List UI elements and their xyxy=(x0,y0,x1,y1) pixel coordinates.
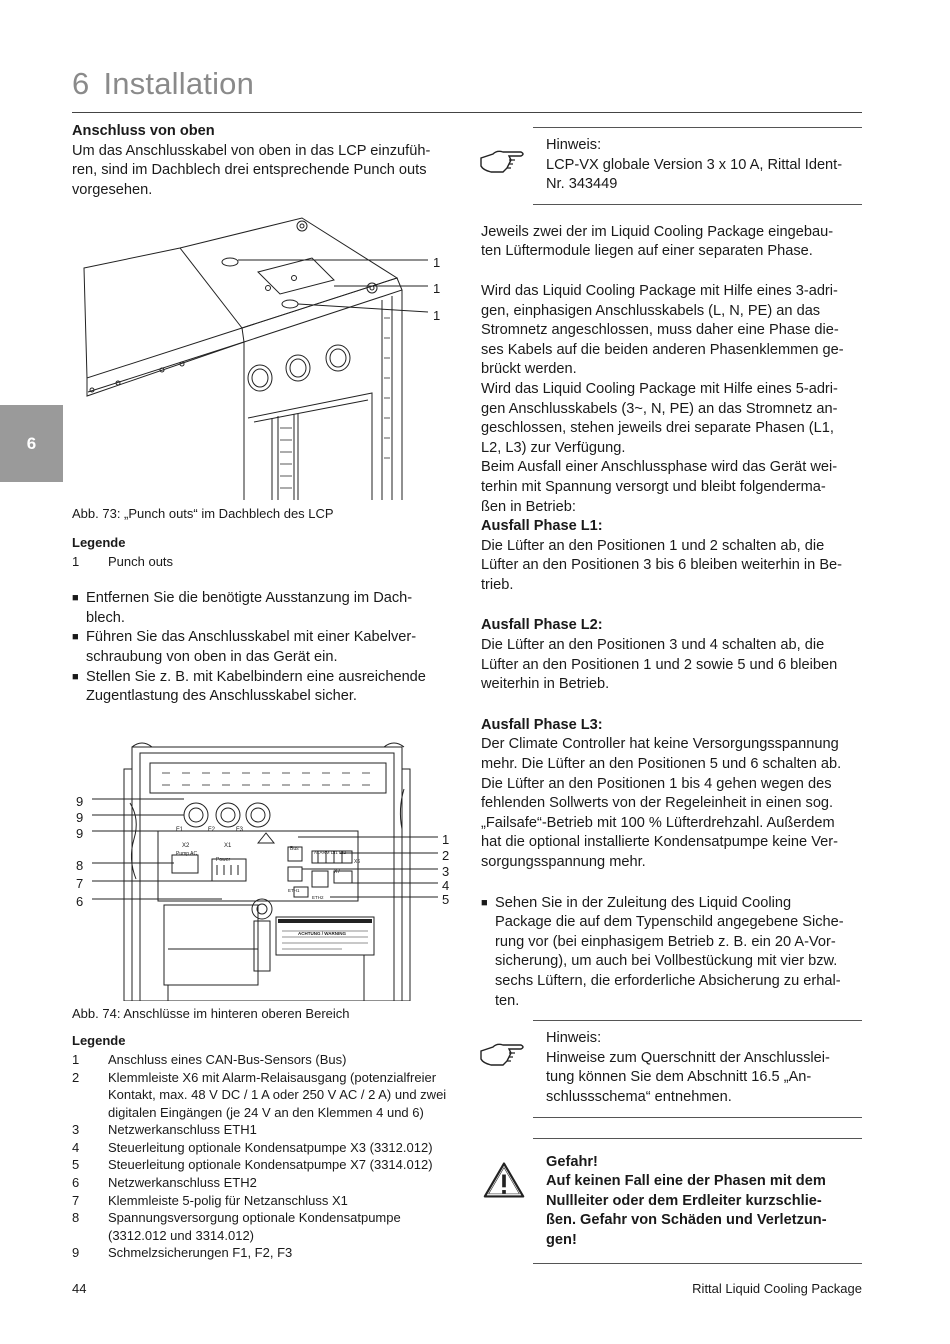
bullet-line: Führen Sie das Anschlusskabel mit einer Kabelver- xyxy=(86,629,417,646)
footer-product: Rittal Liquid Cooling Package xyxy=(692,1281,862,1296)
hint-text-line: Nr. 343449 xyxy=(546,176,618,193)
callout-73-1: 1 xyxy=(433,255,441,271)
intro-line: ren, sind im Dachblech drei entsprechende Punch outs xyxy=(72,162,427,179)
legend-74-item xyxy=(72,1051,457,1069)
danger-text-line: gen! xyxy=(546,1231,577,1248)
text-line: Der Climate Controller hat keine Versorgungsspannung xyxy=(481,736,839,753)
pointing-hand-icon xyxy=(479,1039,525,1069)
figure-74-drawing xyxy=(72,739,457,1001)
fuse-label-f1: F1 xyxy=(176,826,184,833)
callout-74-left-2: 9 xyxy=(76,809,84,825)
text-line: Die Lüfter an den Positionen 1 und 2 schalten ab, die xyxy=(481,537,825,554)
hint-label: Hinweis: xyxy=(546,137,602,153)
legend-text: Schmelzsicherungen F1, F2, F3 xyxy=(108,1245,293,1261)
hint-text-line: Hinweise zum Querschnitt der Anschlusslei- xyxy=(546,1049,830,1066)
chapter-name: Installation xyxy=(103,66,255,101)
legend-text: Netzwerkanschluss ETH1 xyxy=(108,1122,257,1138)
bullet-item xyxy=(481,894,862,1012)
label-x7: X7 xyxy=(334,868,341,875)
title-rule xyxy=(72,112,862,113)
text-line: Lüfter an den Positionen 3 bis 6 bleiben weiterhin in Be- xyxy=(481,557,843,574)
callout-74-left-3: 9 xyxy=(76,825,84,841)
danger-text-line: ßen. Gefahr von Schäden und Verletzun- xyxy=(546,1212,827,1229)
callout-74-right-1: 1 xyxy=(442,831,450,847)
phase-l3-text xyxy=(481,735,862,872)
legend-74-title: Legende xyxy=(72,1033,126,1049)
text-line: gen Anschlusskabels (3~, N, PE) an das Stromnetz an- xyxy=(481,400,838,417)
legend-number: 2 xyxy=(72,1069,80,1085)
text-line: sorgungsspannung mehr. xyxy=(481,854,646,870)
chapter-title xyxy=(72,66,254,102)
text-line: L2, L3) zur Verfügung. xyxy=(481,439,626,456)
text-line: hat die optional installierte Kondensatpumpe keine Ver- xyxy=(481,834,838,851)
label-bus: Bus xyxy=(290,845,299,852)
pointing-hand-icon xyxy=(479,146,525,176)
legend-74-item xyxy=(72,1156,457,1174)
callout-74-left-5: 7 xyxy=(76,875,84,891)
bullet-line: schraubung von oben in das Gerät ein. xyxy=(86,648,338,665)
legend-number: 7 xyxy=(72,1192,80,1208)
figure-74-caption: Abb. 74: Anschlüsse im hinteren oberen Bereich xyxy=(72,1005,350,1021)
danger-text-line: Nullleiter oder dem Erdleiter kurzschlie- xyxy=(546,1192,822,1209)
legend-74-item xyxy=(72,1139,457,1157)
text-line: gen, einphasigen Anschlusskabels (L, N, PE) an das xyxy=(481,302,821,319)
text-line: ses Kabels auf die beiden anderen Phasenklemmen ge- xyxy=(481,341,844,358)
text-line: ßen in Betrieb: xyxy=(481,498,576,515)
text-line: mehr. Die Lüfter an den Positionen 5 und 6 schalten ab. xyxy=(481,756,842,773)
legend-73-title: Legende xyxy=(72,534,126,550)
bullet-square-icon: ■ xyxy=(72,670,79,683)
page-number: 44 xyxy=(72,1281,87,1296)
phase-l1-heading: Ausfall Phase L1: xyxy=(481,518,603,535)
text-line: Die Lüfter an den Positionen 1 bis 4 gehen wegen des xyxy=(481,775,832,792)
legend-text: Steuerleitung optionale Kondensatpumpe X7 (3314.012) xyxy=(108,1157,433,1173)
legend-74-item xyxy=(72,1174,457,1192)
bullet-square-icon: ■ xyxy=(481,896,488,909)
intro-line: Um das Anschlusskabel von oben in das LCP einzufüh- xyxy=(72,142,431,159)
bullet-line: blech. xyxy=(86,609,125,626)
chapter-side-tab[interactable]: 6 xyxy=(0,405,63,482)
bullet-item xyxy=(72,628,457,667)
bullet-square-icon: ■ xyxy=(72,631,79,644)
paragraph xyxy=(481,380,862,458)
phase-l3-heading: Ausfall Phase L3: xyxy=(481,716,603,733)
paragraph xyxy=(481,458,862,517)
intro-paragraph xyxy=(72,142,457,201)
hint-text-line: schlussschema“ entnehmen. xyxy=(546,1088,732,1105)
callout-74-left-4: 8 xyxy=(76,857,84,873)
text-line: brückt werden. xyxy=(481,361,577,378)
hint-text-line: tung können Sie dem Abschnitt 16.5 „An- xyxy=(546,1069,812,1086)
legend-74-item xyxy=(72,1209,457,1244)
chapter-number: 6 xyxy=(72,66,90,101)
label-eth1: ETH1 xyxy=(288,887,300,893)
legend-text: Klemmleiste X6 mit Alarm-Relaisausgang (potenzialfreier Kontakt, max. 48 V DC / 1 A oder 250 V AC / 2 A) und zwei digitalen Eingängen (je 24 V an den Klemmen 4 und 6) xyxy=(108,1069,447,1120)
legend-73-item xyxy=(72,553,457,571)
text-line: Die Lüfter an den Positionen 3 und 4 schalten ab, die xyxy=(481,637,825,654)
figure-73-drawing xyxy=(72,208,457,500)
warning-label: ACHTUNG / WARNING xyxy=(298,930,346,936)
text-line: terhin mit Spannung versorgt und bleibt folgenderma- xyxy=(481,478,826,495)
callout-74-right-3: 3 xyxy=(442,863,450,879)
fuse-label-f2: F2 xyxy=(208,826,216,833)
label-x6: X6 xyxy=(354,858,361,865)
legend-74-item xyxy=(72,1244,457,1262)
bullet-line: Entfernen Sie die benötigte Ausstanzung im Dach- xyxy=(86,590,413,607)
label-pump-ac: Pump AC xyxy=(176,850,198,857)
callout-73-2: 1 xyxy=(433,281,441,297)
legend-text: Punch outs xyxy=(108,553,174,569)
legend-number: 4 xyxy=(72,1139,80,1155)
label-power: Power xyxy=(216,856,231,863)
danger-text-line: Auf keinen Fall eine der Phasen mit dem xyxy=(546,1173,826,1190)
bullet-line: sicherung), um auch bei Vollbestückung mit vier bzw. xyxy=(495,953,838,970)
right-column xyxy=(481,127,862,1264)
hint-text-line: LCP-VX globale Version 3 x 10 A, Rittal Ident- xyxy=(546,156,843,173)
bullet-item xyxy=(72,668,457,707)
bullet-list xyxy=(72,589,457,707)
bullet-line: Package die auf dem Typenschild angegebene Siche- xyxy=(495,914,844,931)
text-line: Stromnetz angeschlossen, muss daher eine Phase die- xyxy=(481,322,839,339)
legend-74-item xyxy=(72,1192,457,1210)
danger-box xyxy=(533,1138,862,1264)
text-line: trieb. xyxy=(481,576,514,593)
fuse-label-f3: F3 xyxy=(236,826,244,833)
bullet-item xyxy=(72,589,457,628)
hint-label: Hinweis: xyxy=(546,1030,602,1047)
section-heading: Anschluss von oben xyxy=(72,123,215,139)
intro-line: vorgesehen. xyxy=(72,181,153,198)
legend-text: Anschluss eines CAN-Bus-Sensors (Bus) xyxy=(108,1051,347,1067)
legend-number: 5 xyxy=(72,1157,80,1173)
legend-number: 9 xyxy=(72,1245,80,1261)
text-line: fehlenden Sollwerts von der Regeleinheit in einen sog. xyxy=(481,795,834,812)
bullet-line: Zugentlastung des Anschlusskabel sicher. xyxy=(86,688,357,705)
text-line: Beim Ausfall einer Anschlussphase wird das Gerät wei- xyxy=(481,459,838,476)
hint-box-1 xyxy=(533,127,862,205)
bullet-line: Stellen Sie z. B. mit Kabelbindern eine ausreichende xyxy=(86,668,426,685)
text-line: Wird das Liquid Cooling Package mit Hilfe eines 3-adri- xyxy=(481,282,838,299)
legend-number: 8 xyxy=(72,1210,80,1226)
paragraph xyxy=(481,282,862,380)
figure-73-caption: Abb. 73: „Punch outs“ im Dachblech des LCP xyxy=(72,506,334,522)
legend-number: 1 xyxy=(72,553,80,569)
figure-73 xyxy=(72,208,457,500)
bullet-line: rung vor (bei einphasigem Betrieb z. B. ein 20 A-Vor- xyxy=(495,933,836,950)
legend-74-item xyxy=(72,1121,457,1139)
bullet-line: sechs Lüftern, die erforderliche Absicherung zu erhal- xyxy=(495,972,841,989)
text-line: ten Lüftermodule liegen auf einer separaten Phase. xyxy=(481,243,813,260)
phase-l2-heading: Ausfall Phase L2: xyxy=(481,617,603,634)
legend-74-list xyxy=(72,1051,457,1262)
callout-74-right-5: 5 xyxy=(442,891,450,907)
text-line: weiterhin in Betrieb. xyxy=(481,676,610,693)
callout-73-3: 1 xyxy=(433,308,441,324)
callout-74-right-2: 2 xyxy=(442,847,450,863)
phase-l2-text xyxy=(481,636,862,695)
label-x2: X2 xyxy=(182,842,190,849)
legend-number: 6 xyxy=(72,1175,80,1191)
bullet-square-icon: ■ xyxy=(72,592,79,605)
hint-box-2 xyxy=(533,1020,862,1117)
legend-text: Steuerleitung optionale Kondensatpumpe X3 (3312.012) xyxy=(108,1139,433,1155)
phase-l1-text xyxy=(481,537,862,596)
figure-74 xyxy=(72,739,457,1001)
label-eth2: ETH2 xyxy=(312,894,324,900)
text-line: Lüfter an den Positionen 1 und 2 sowie 5 und 6 bleiben xyxy=(481,656,838,673)
callout-74-left-1: 9 xyxy=(76,793,84,809)
legend-text: Spannungsversorgung optionale Kondensatpumpe (3312.012 und 3314.012) xyxy=(108,1210,401,1243)
label-x1: X1 xyxy=(224,842,232,849)
bullet-line: Sehen Sie in der Zuleitung des Liquid Cooling xyxy=(495,894,792,911)
legend-text: Netzwerkanschluss ETH2 xyxy=(108,1175,257,1191)
legend-number: 1 xyxy=(72,1051,80,1067)
callout-74-left-6: 6 xyxy=(76,893,84,909)
legend-74-item xyxy=(72,1069,457,1122)
label-alarm: ALARM DI1 DI2 xyxy=(314,849,347,855)
text-line: „Failsafe“-Betrieb mit 100 % Lüfterdrehzahl. Außerdem xyxy=(481,814,835,831)
legend-number: 3 xyxy=(72,1122,80,1138)
text-line: Wird das Liquid Cooling Package mit Hilfe eines 5-adri- xyxy=(481,380,838,397)
warning-triangle-icon xyxy=(483,1161,525,1199)
danger-label: Gefahr! xyxy=(546,1153,598,1170)
left-column xyxy=(72,122,457,1262)
paragraph xyxy=(481,223,862,262)
bullet-line: ten. xyxy=(495,992,520,1009)
legend-text: Klemmleiste 5-polig für Netzanschluss X1 xyxy=(108,1192,348,1208)
callout-74-right-4: 4 xyxy=(442,877,450,893)
text-line: Jeweils zwei der im Liquid Cooling Package eingebau- xyxy=(481,223,834,240)
text-line: geschlossen, stehen jeweils drei separate Phasen (L1, xyxy=(481,420,834,437)
